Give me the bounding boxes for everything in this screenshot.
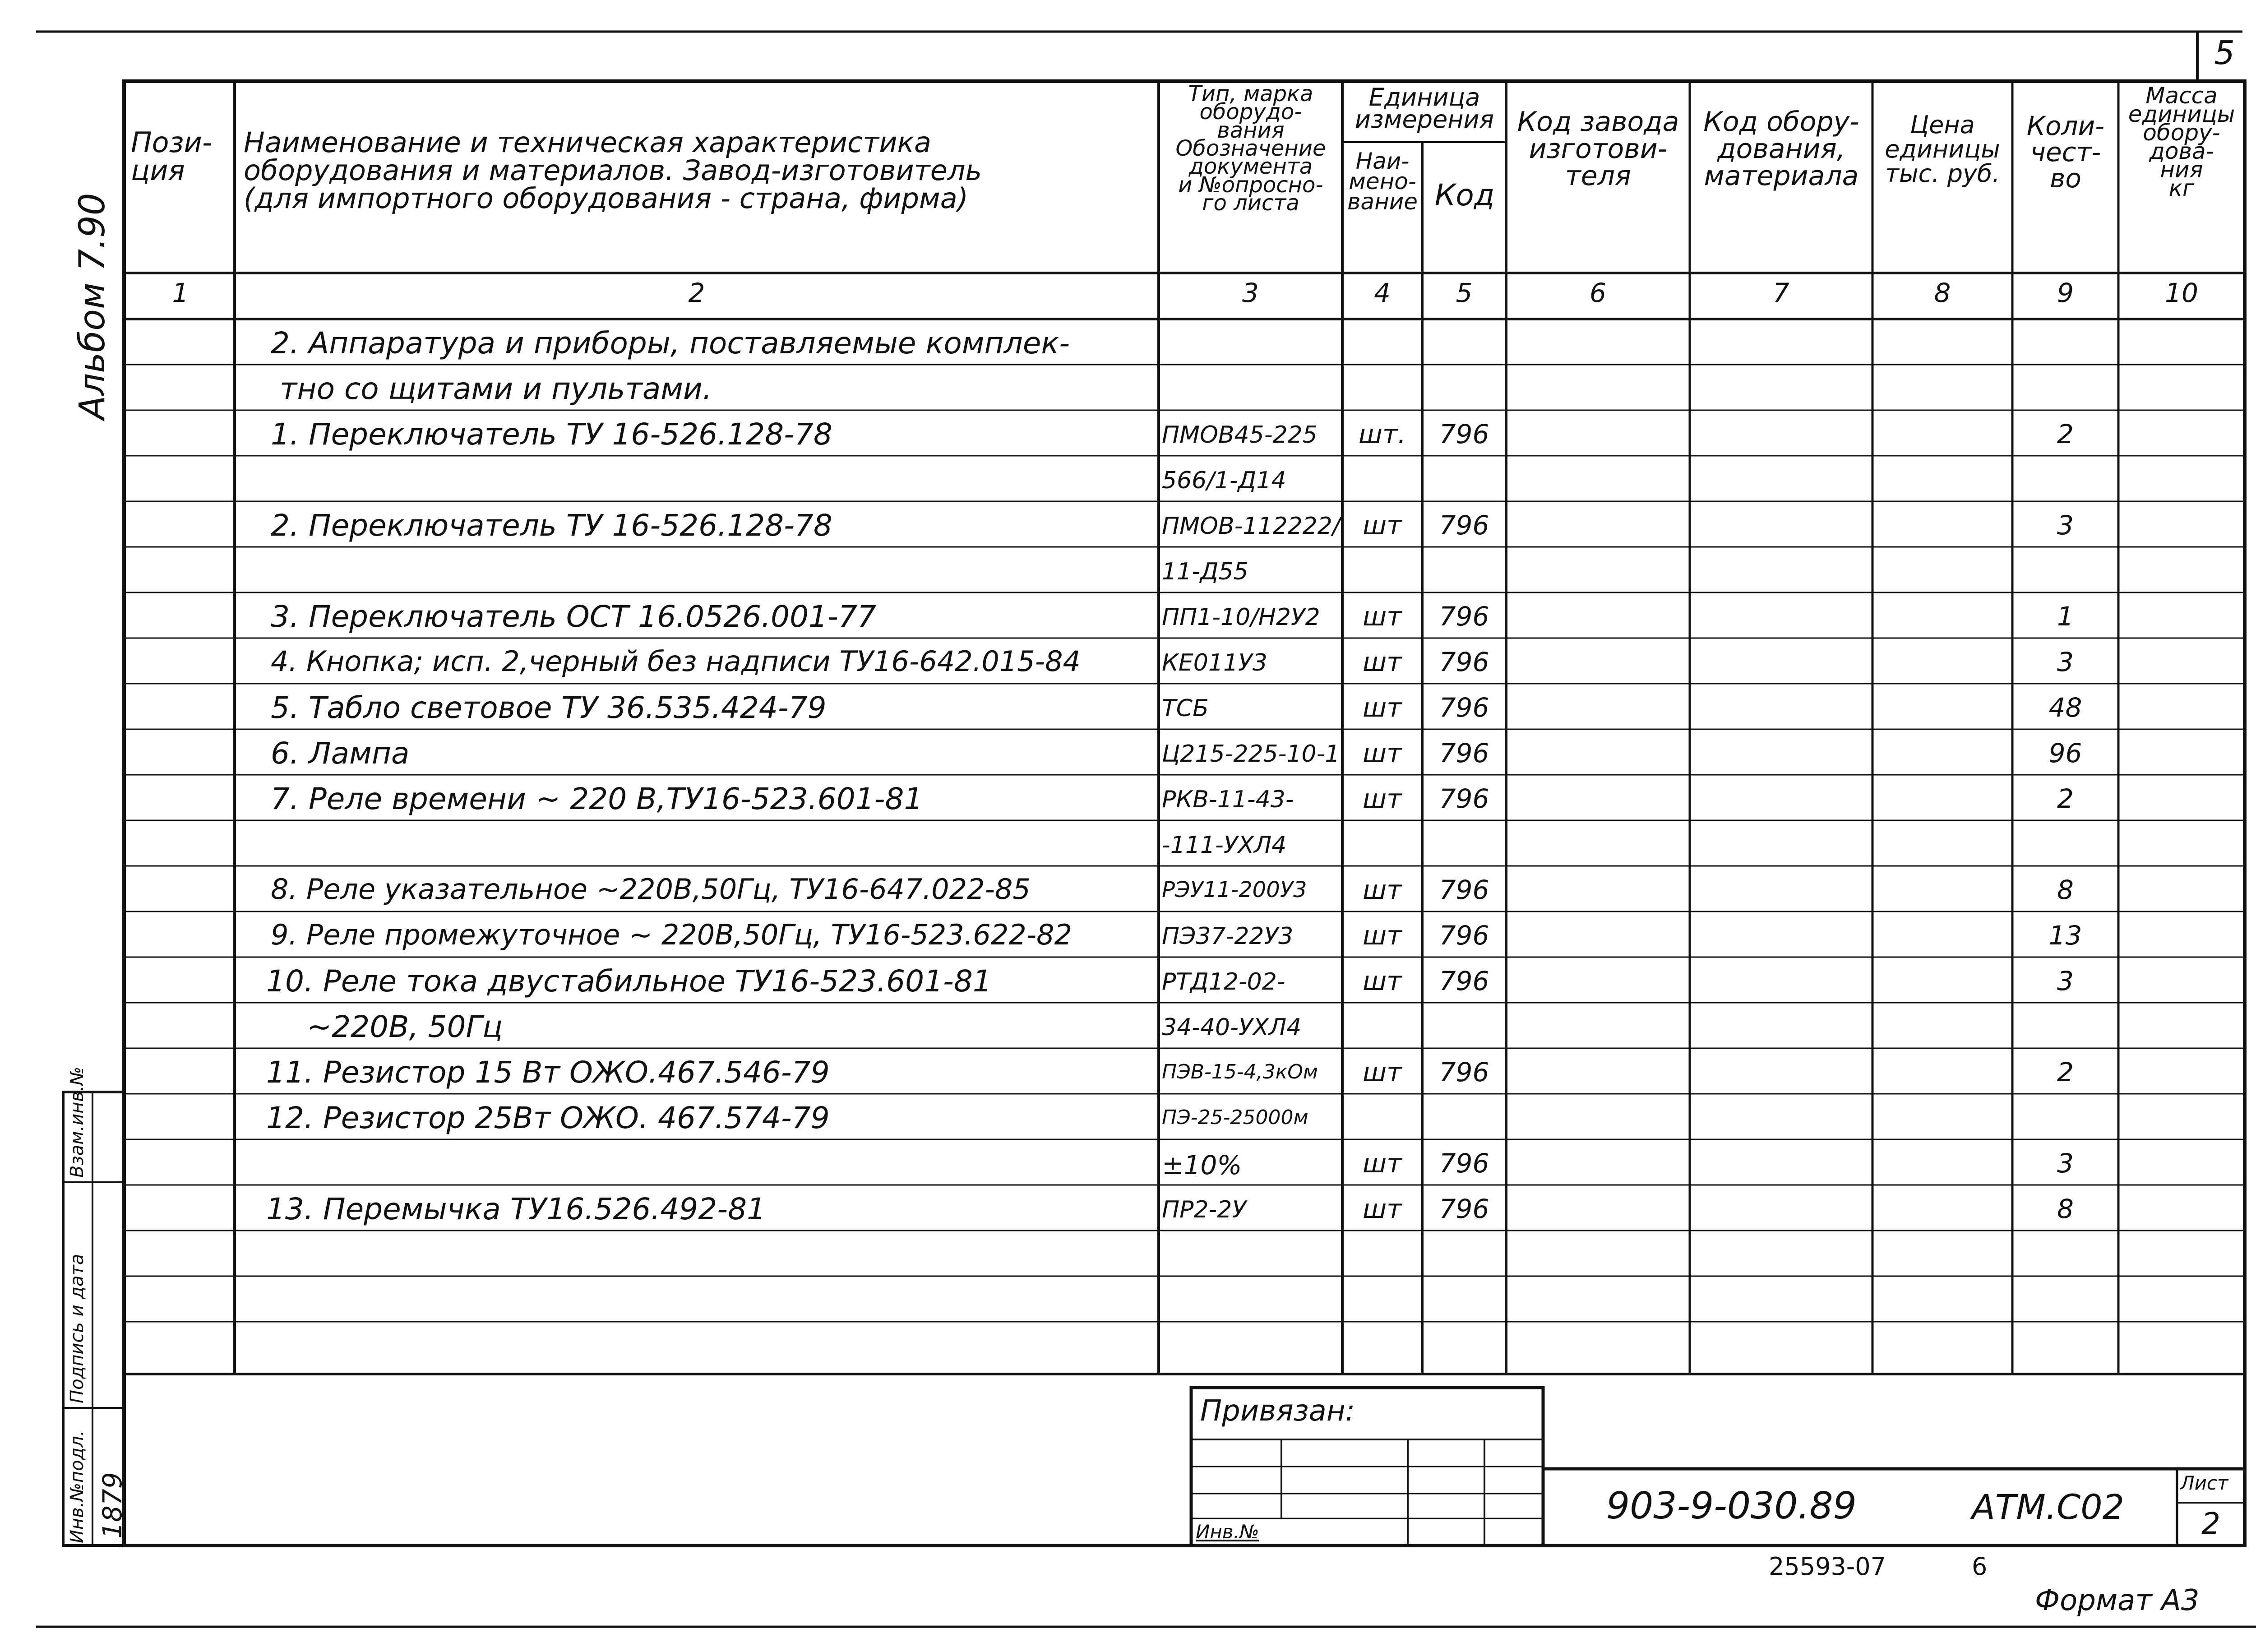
row-code: 796 [1439, 1148, 1489, 1179]
row-qty: 1 [2057, 601, 2074, 632]
row-qty: 2 [2057, 783, 2074, 814]
row-type: ПП1-10/Н2У2 [1162, 604, 1320, 631]
row-name: 7. Реле времени ~ 220 В,ТУ16-523.601-81 [271, 782, 923, 816]
row-code: 796 [1439, 966, 1489, 996]
header-unit-group: Единица измерения [1355, 83, 1494, 134]
row-name: 5. Табло световое ТУ 36.535.424-79 [271, 690, 827, 725]
row-type: ПЭВ-15-4,3кОм [1162, 1060, 1318, 1083]
row-type: ±10% [1162, 1150, 1242, 1180]
footer-code: 25593-07 [1769, 1552, 1886, 1581]
header-name: Наименование и техническая характеристика оборудования и материалов. Завод-изготовитель (для импортного оборудования - страна, фирма) [244, 126, 982, 215]
inv-podl-label: Инв.№подл. [67, 1430, 88, 1543]
row-type: -111-УХЛ4 [1162, 832, 1287, 859]
section-code: АТМ.С02 [1972, 1487, 2124, 1527]
row-type: РКВ-11-43- [1162, 786, 1294, 813]
row-name: 6. Лампа [271, 736, 410, 771]
row-code: 796 [1439, 510, 1489, 541]
row-code: 796 [1439, 1194, 1489, 1224]
row-type: ПЭ37-22У3 [1162, 923, 1294, 950]
row-name: 13. Перемычка ТУ16.526.492-81 [266, 1192, 766, 1226]
row-unit: шт. [1358, 419, 1406, 449]
row-qty: 2 [2057, 419, 2074, 449]
handwritten-inventory-number: 1879 [97, 1472, 128, 1539]
column-number-9: 9 [2057, 278, 2074, 308]
row-name: 11. Резистор 15 Вт ОЖО.467.546-79 [266, 1055, 830, 1090]
row-type: РЭУ11-200У3 [1162, 877, 1307, 902]
footer-copy: 6 [1972, 1552, 1988, 1581]
row-code: 796 [1439, 875, 1489, 905]
row-type: ТСБ [1162, 695, 1209, 722]
row-name: 3. Переключатель ОСТ 16.0526.001-77 [271, 599, 876, 634]
row-qty: 3 [2057, 647, 2074, 677]
attached-label: Привязан: [1200, 1394, 1355, 1428]
header-unit-code: Код [1434, 178, 1495, 213]
row-type: ПЭ-25-25000м [1162, 1106, 1308, 1129]
header-unit-name: Наи- мено- вание [1347, 148, 1418, 215]
row-unit: шт [1363, 647, 1402, 677]
row-name: 1. Переключатель ТУ 16-526.128-78 [271, 417, 832, 452]
row-code: 796 [1439, 738, 1489, 768]
column-number-2: 2 [688, 278, 705, 308]
column-number-6: 6 [1590, 278, 1606, 308]
sheet-label: Лист [2180, 1472, 2228, 1494]
row-type: 566/1-Д14 [1162, 467, 1286, 494]
row-unit: шт [1363, 692, 1402, 723]
row-unit: шт [1363, 966, 1402, 996]
row-type: КЕ011У3 [1162, 649, 1267, 676]
row-unit: шт [1363, 1194, 1402, 1224]
row-code: 796 [1439, 601, 1489, 632]
row-name: 8. Реле указательное ~220В,50Гц, ТУ16-647.022-85 [271, 873, 1031, 906]
sheet-number: 5 [2214, 34, 2235, 72]
sheet-value: 2 [2201, 1506, 2220, 1541]
row-code: 796 [1439, 692, 1489, 723]
document-code: 903-9-030.89 [1606, 1485, 1857, 1527]
vzam-inv-label: Взам.инв.№ [67, 1066, 88, 1178]
row-unit: шт [1363, 1148, 1402, 1179]
header-mass: Масса единицы обору- дова- ния кг [2128, 83, 2235, 201]
column-number-5: 5 [1456, 278, 1473, 308]
column-number-1: 1 [172, 278, 189, 308]
row-unit: шт [1363, 738, 1402, 768]
row-unit: шт [1363, 920, 1402, 951]
row-type: РТД12-02- [1162, 968, 1285, 995]
row-code: 796 [1439, 1057, 1489, 1087]
row-name: тно со щитами и пультами. [280, 371, 712, 406]
column-number-8: 8 [1934, 278, 1951, 308]
row-qty: 8 [2057, 1194, 2074, 1224]
row-type: Ц215-225-10-1 [1162, 740, 1340, 768]
row-name: 10. Реле тока двустабильное ТУ16-523.601-81 [266, 964, 992, 999]
header-factory-code: Код завода изготови- теля [1517, 106, 1679, 192]
row-qty: 96 [2048, 738, 2082, 768]
header-type: Тип, марка оборудо- вания Обозначение документа и №опросно- го листа [1175, 81, 1326, 216]
row-name: 9. Реле промежуточное ~ 220В,50Гц, ТУ16-523.622-82 [271, 918, 1073, 951]
row-name: 2. Аппаратура и приборы, поставляемые комплек- [271, 326, 1070, 361]
row-type: 11-Д55 [1162, 558, 1248, 585]
row-type: 34-40-УХЛ4 [1162, 1014, 1302, 1041]
row-unit: шт [1363, 875, 1402, 905]
row-code: 796 [1439, 783, 1489, 814]
album-label: Альбом 7.90 [72, 193, 113, 420]
inventory-number-label: Инв.№ [1196, 1521, 1259, 1543]
column-number-10: 10 [2165, 278, 2198, 308]
row-qty: 48 [2048, 692, 2082, 723]
row-code: 796 [1439, 920, 1489, 951]
row-name: 2. Переключатель ТУ 16-526.128-78 [271, 508, 832, 543]
row-qty: 3 [2057, 510, 2074, 541]
row-unit: шт [1363, 510, 1402, 541]
paper-format: Формат А3 [2035, 1584, 2200, 1617]
row-type: ПР2-2У [1162, 1196, 1247, 1223]
header-position: Пози- ция [131, 126, 213, 187]
row-code: 796 [1439, 647, 1489, 677]
header-price: Цена единицы тыс. руб. [1885, 111, 2000, 188]
column-number-3: 3 [1242, 278, 1259, 308]
row-type: ПМОВ45-225 [1162, 421, 1318, 449]
column-number-4: 4 [1374, 278, 1391, 308]
row-qty: 2 [2057, 1057, 2074, 1087]
row-qty: 3 [2057, 1148, 2074, 1179]
column-number-7: 7 [1773, 278, 1789, 308]
row-qty: 13 [2048, 920, 2082, 951]
row-code: 796 [1439, 419, 1489, 449]
row-name: 12. Резистор 25Вт ОЖО. 467.574-79 [266, 1101, 830, 1135]
row-qty: 3 [2057, 966, 2074, 996]
row-name: ~220В, 50Гц [307, 1009, 503, 1044]
row-type: ПМОВ-112222/ [1162, 513, 1341, 540]
row-unit: шт [1363, 601, 1402, 632]
header-equipment-code: Код обору- дования, материала [1703, 106, 1859, 192]
sign-date-label: Подпись и дата [67, 1254, 88, 1403]
header-quantity: Коли- чест- во [2026, 111, 2105, 194]
row-name: 4. Кнопка; исп. 2,черный без надписи ТУ16-642.015-84 [271, 645, 1081, 678]
row-unit: шт [1363, 783, 1402, 814]
row-qty: 8 [2057, 875, 2074, 905]
row-unit: шт [1363, 1057, 1402, 1087]
